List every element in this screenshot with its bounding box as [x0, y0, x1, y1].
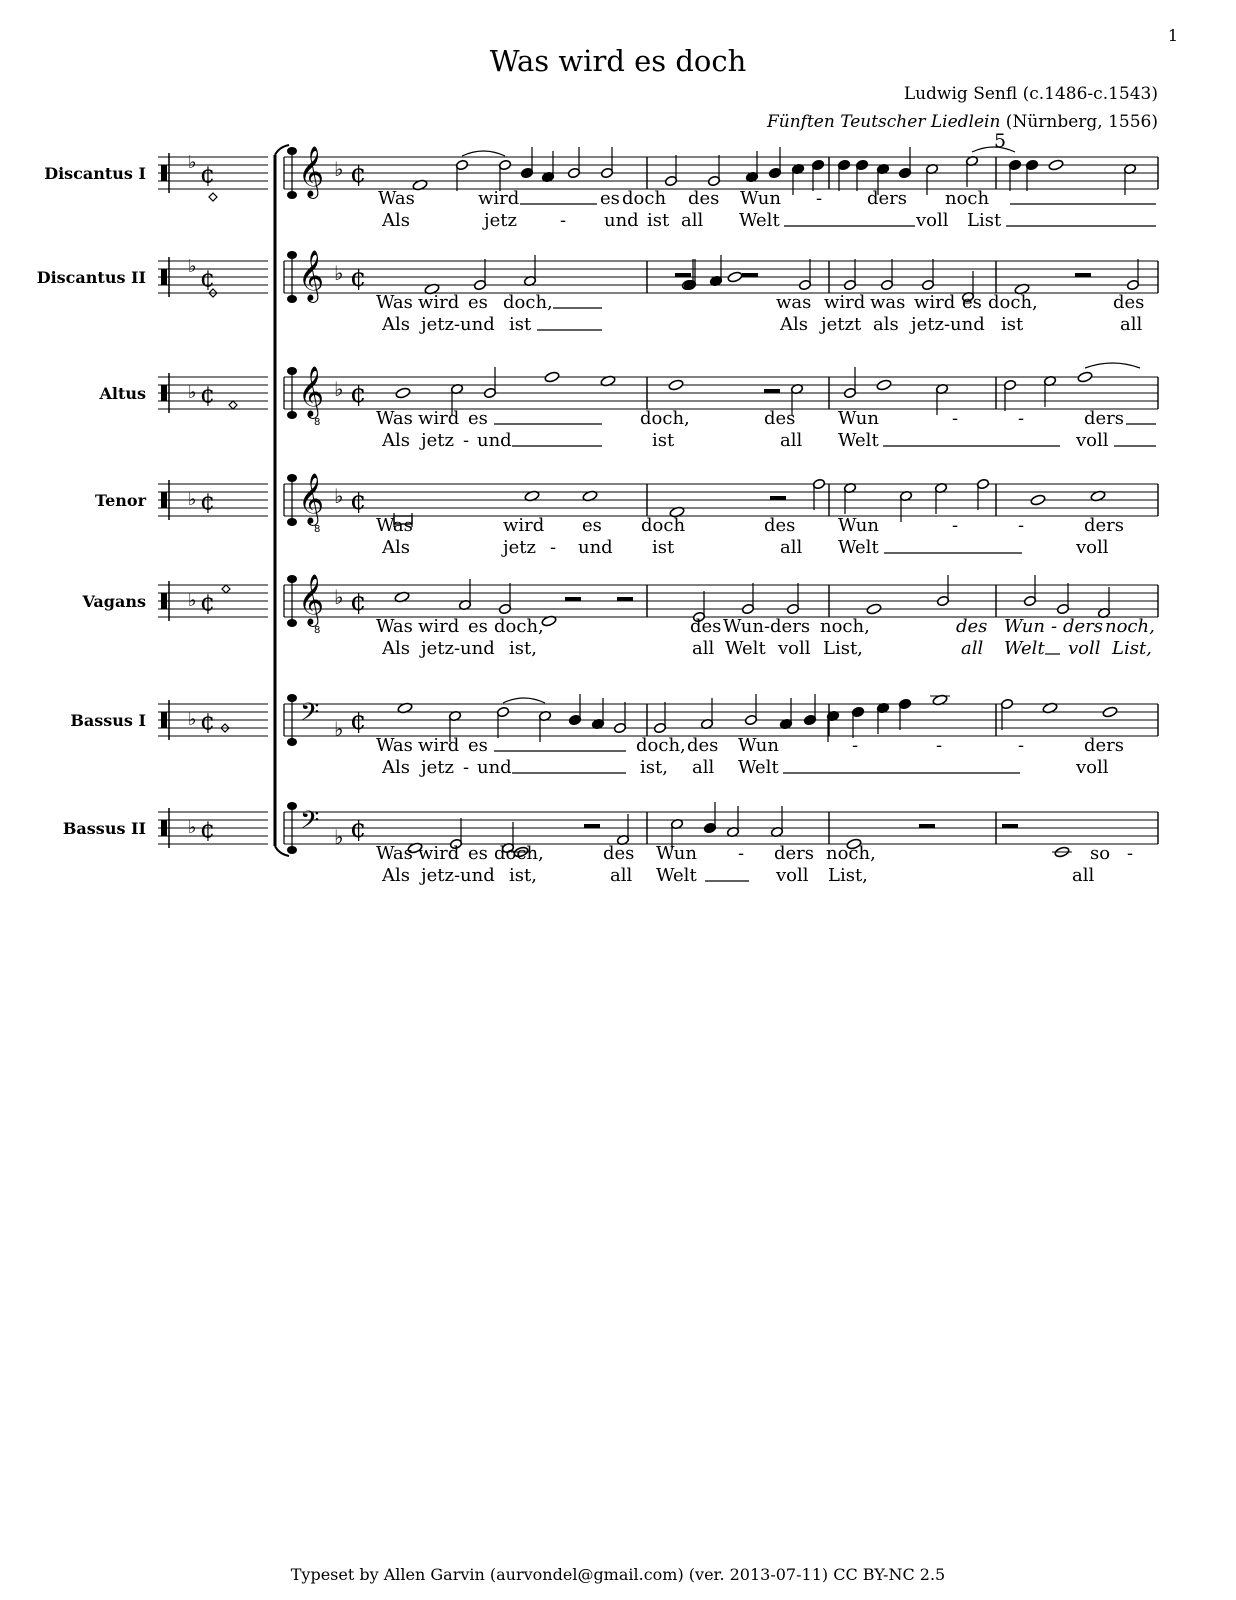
ambitus-top-note-altus [287, 367, 297, 375]
lyric-discantus-2-verse2: ist [509, 314, 532, 335]
voice-name-discantus-1: Discantus I [44, 164, 146, 183]
lyric-vagans-verse2: all [692, 638, 715, 659]
lyric-discantus-2-verse1: es [468, 292, 488, 313]
lyric-bassus-1-verse1: Wun [738, 735, 779, 756]
lyric-bassus-1-verse2: all [692, 757, 715, 778]
key-flat-bassus-1: ♭ [334, 717, 344, 741]
lyric-discantus-2-verse1: des [1113, 292, 1145, 313]
lyric-altus-verse1: doch, [640, 408, 690, 429]
lyric-vagans-verse2: List, [823, 638, 863, 659]
key-flat-tenor: ♭ [334, 484, 344, 509]
lyric-altus-verse1: - [952, 408, 959, 429]
lyric-tenor-verse1: - [1018, 515, 1025, 536]
lyric-discantus-2-verse2: all [1120, 314, 1143, 335]
incipit-cut-time-bassus-2: ¢ [200, 815, 216, 844]
lyric-bassus-1-verse1: - [1018, 735, 1025, 756]
whole-note-vagans [866, 603, 882, 615]
voice-name-altus: Altus [99, 384, 146, 403]
ambitus-top-note-discantus-1 [287, 147, 297, 155]
lyric-discantus-1-verse2: Welt [739, 210, 780, 231]
lyric-bassus-2-verse2: voll [776, 865, 809, 886]
note-tie [1085, 363, 1140, 368]
incipit-flat-vagans: ♭ [188, 589, 197, 611]
lyric-vagans-verse2: List, [1112, 638, 1152, 659]
lyric-altus-verse1: - [1018, 408, 1025, 429]
ambitus-top-note-tenor [287, 474, 297, 482]
lyric-bassus-1-verse2: jetz [421, 757, 454, 778]
lyric-altus-verse2: - [463, 430, 470, 451]
ambitus-top-note-bassus-1 [287, 694, 297, 702]
lyric-discantus-2-verse2: als [873, 314, 899, 335]
lyric-discantus-2-verse1: was [776, 292, 812, 313]
lyric-tenor-verse1: es [582, 515, 602, 536]
breve-rest-vagans [565, 597, 581, 601]
lyric-vagans-verse2: voll [778, 638, 811, 659]
incipit-flat-tenor: ♭ [188, 488, 197, 510]
treble-clef-altus: 𝄞 [298, 365, 325, 417]
ambitus-bottom-note-discantus-2 [287, 295, 297, 303]
lyric-bassus-1-verse2: - [463, 757, 470, 778]
bracket-top-hook [275, 145, 289, 155]
lyric-tenor-verse2: Welt [838, 537, 879, 558]
cut-time-bassus-2: ¢ [350, 813, 367, 844]
whole-note-altus [395, 387, 411, 399]
lyric-bassus-2-verse2: ist, [509, 865, 537, 886]
incipit-cut-time-vagans: ¢ [200, 588, 216, 617]
lyric-vagans-verse2: Welt [1004, 638, 1045, 659]
lyric-bassus-2-verse1: so [1090, 843, 1111, 864]
lyric-discantus-2-verse1: wird [824, 292, 866, 313]
breve-rest-discantus-2 [742, 273, 758, 277]
cut-time-vagans: ¢ [350, 586, 367, 617]
lyric-discantus-1-verse1: des [688, 188, 720, 209]
lyric-discantus-2-verse1: doch, [503, 292, 553, 313]
lyric-tenor-verse1: doch [641, 515, 686, 536]
ambitus-bottom-note-bassus-2 [287, 846, 297, 854]
lyric-bassus-2-verse1: wird [418, 843, 460, 864]
ambitus-bottom-note-tenor [287, 518, 297, 526]
lyric-vagans-verse1: Wun [1004, 616, 1045, 637]
octave-mark-altus: 8 [314, 417, 321, 428]
voice-name-bassus-2: Bassus II [62, 819, 146, 838]
lyric-bassus-1-verse2: Welt [738, 757, 779, 778]
lyric-discantus-2-verse1: wird [418, 292, 460, 313]
breve-rest-bassus-2 [1002, 824, 1018, 828]
lyric-tenor-verse1: wird [503, 515, 545, 536]
lyric-vagans-verse1: wird [418, 616, 460, 637]
whole-note-discantus-2 [727, 271, 743, 283]
lyric-discantus-2-verse2: Als [382, 314, 410, 335]
voice-name-vagans: Vagans [82, 592, 146, 611]
bass-clef-bassus-2: 𝄢 [300, 805, 320, 841]
breve-rest-bassus-2 [919, 824, 935, 828]
lyric-vagans-verse1: Wun-ders [723, 616, 811, 637]
composer-credit: Ludwig Senfl (c.1486-c.1543) [903, 84, 1158, 104]
lyric-tenor-verse2: jetz [503, 537, 536, 558]
lyric-altus-verse1: ders [1084, 408, 1125, 429]
lyric-altus-verse2: voll [1076, 430, 1109, 451]
ambitus-bottom-note-altus [287, 411, 297, 419]
lyric-altus-verse2: ist [652, 430, 675, 451]
whole-note-discantus-1 [1048, 159, 1064, 171]
score-title: Was wird es doch [489, 44, 747, 78]
lyric-vagans-verse1: noch, [1105, 616, 1155, 637]
incipit-clef-tenor [161, 492, 167, 508]
incipit-cut-time-altus: ¢ [200, 380, 216, 409]
lyric-altus-verse1: des [764, 408, 796, 429]
lyric-bassus-2-verse1: des [603, 843, 635, 864]
incipit-flat-altus: ♭ [188, 381, 197, 403]
lyric-discantus-1-verse2: ist [647, 210, 670, 231]
lyric-altus-verse1: es [468, 408, 488, 429]
lyric-bassus-1-verse1: - [936, 735, 943, 756]
octave-mark-vagans: 8 [314, 625, 321, 636]
incipit-note-discantus-1 [209, 193, 217, 201]
incipit-clef-discantus-2 [161, 269, 167, 285]
lyric-discantus-1-verse1: noch [945, 188, 990, 209]
ambitus-top-note-vagans [287, 575, 297, 583]
lyric-bassus-1-verse1: ders [1084, 735, 1125, 756]
lyric-bassus-1-verse1: - [852, 735, 859, 756]
lyric-bassus-1-verse1: es [468, 735, 488, 756]
lyric-vagans-verse1: doch, [494, 616, 544, 637]
lyric-vagans-verse2: all [961, 638, 984, 659]
lyric-bassus-2-verse2: List, [828, 865, 868, 886]
lyric-bassus-2-verse1: - [1127, 843, 1134, 864]
lyric-bassus-2-verse1: - [738, 843, 745, 864]
note-tie [972, 147, 1015, 152]
lyric-discantus-2-verse2: jetzt [821, 314, 862, 335]
lyric-tenor-verse2: und [578, 537, 613, 558]
key-flat-discantus-2: ♭ [334, 261, 344, 286]
lyric-discantus-1-verse1: wird [478, 188, 520, 209]
incipit-cut-time-bassus-1: ¢ [200, 707, 216, 736]
lyric-vagans-verse2: Welt [725, 638, 766, 659]
lyric-bassus-1-verse1: doch, [636, 735, 686, 756]
lyric-discantus-2-verse1: es [962, 292, 982, 313]
lyric-tenor-verse2: all [780, 537, 803, 558]
incipit-note-altus [229, 401, 237, 409]
whole-note-altus [876, 379, 892, 391]
incipit-flat-bassus-2: ♭ [188, 816, 197, 838]
treble-clef-tenor: 𝄞 [298, 472, 325, 524]
ambitus-top-note-bassus-2 [287, 802, 297, 810]
cut-time-tenor: ¢ [350, 485, 367, 516]
lyric-altus-verse2: jetz [421, 430, 454, 451]
lyric-bassus-2-verse2: all [1072, 865, 1095, 886]
lyric-discantus-1-verse1: - [816, 188, 823, 209]
lyric-discantus-1-verse2: - [560, 210, 567, 231]
lyric-tenor-verse2: Als [382, 537, 410, 558]
lyric-tenor-verse1: ders [1084, 515, 1125, 536]
ambitus-bottom-note-discantus-1 [287, 191, 297, 199]
lyric-vagans-verse1: ders [1063, 616, 1104, 637]
breve-rest-tenor [770, 496, 786, 500]
lyric-vagans-verse1: noch, [820, 616, 870, 637]
lyric-tenor-verse1: Wun [838, 515, 879, 536]
lyric-vagans-verse1: es [468, 616, 488, 637]
lyric-bassus-1-verse1: des [687, 735, 719, 756]
lyric-discantus-2-verse1: was [870, 292, 906, 313]
lyric-vagans-verse2: voll [1068, 638, 1101, 659]
lyric-bassus-2-verse2: Als [382, 865, 410, 886]
key-flat-bassus-2: ♭ [334, 825, 344, 849]
key-flat-altus: ♭ [334, 377, 344, 402]
whole-note-altus [1077, 371, 1093, 383]
breve-rest-vagans [617, 597, 633, 601]
incipit-cut-time-tenor: ¢ [200, 487, 216, 516]
lyric-discantus-1-verse1: Was [378, 188, 415, 209]
lyric-discantus-2-verse2: jetz-und [911, 314, 985, 335]
treble-clef-discantus-1: 𝄞 [298, 145, 325, 197]
lyric-bassus-1-verse2: voll [1076, 757, 1109, 778]
ambitus-bottom-note-vagans [287, 619, 297, 627]
lyric-bassus-2-verse1: Wun [656, 843, 697, 864]
lyric-discantus-1-verse1: es [600, 188, 620, 209]
lyric-discantus-2-verse1: Was [376, 292, 413, 313]
lyric-vagans-verse2: Als [382, 638, 410, 659]
whole-note-altus [544, 371, 560, 383]
bracket-bottom-hook [275, 846, 289, 856]
treble-clef-discantus-2: 𝄞 [298, 249, 325, 301]
lyric-altus-verse2: all [780, 430, 803, 451]
lyric-bassus-1-verse2: und [477, 757, 512, 778]
lyric-bassus-2-verse2: jetz-und [421, 865, 495, 886]
note-tie [503, 698, 545, 703]
voice-name-discantus-2: Discantus II [36, 268, 146, 287]
lyric-discantus-2-verse1: doch, [988, 292, 1038, 313]
lyric-discantus-1-verse1: ders [867, 188, 908, 209]
lyric-tenor-verse2: voll [1076, 537, 1109, 558]
incipit-clef-bassus-2 [161, 820, 167, 836]
lyric-discantus-2-verse1: wird [914, 292, 956, 313]
source-title: Fünften Teutscher Liedlein [766, 112, 1001, 132]
lyric-bassus-2-verse1: ders [774, 843, 815, 864]
lyric-discantus-1-verse2: all [681, 210, 704, 231]
lyric-discantus-1-verse2: und [604, 210, 639, 231]
incipit-clef-discantus-1 [161, 165, 167, 181]
lyric-vagans-verse1: des [956, 616, 988, 637]
lyric-tenor-verse1: des [764, 515, 796, 536]
lyric-bassus-1-verse2: ist, [640, 757, 668, 778]
lyric-vagans-verse1: Was [376, 616, 413, 637]
lyric-altus-verse2: Welt [838, 430, 879, 451]
lyric-bassus-2-verse1: Was [376, 843, 413, 864]
lyric-discantus-1-verse2: voll [916, 210, 949, 231]
lyric-vagans-verse2: jetz-und [421, 638, 495, 659]
lyric-discantus-1-verse2: jetz [484, 210, 517, 231]
ambitus-top-note-discantus-2 [287, 251, 297, 259]
cut-time-bassus-1: ¢ [350, 705, 367, 736]
treble-clef-vagans: 𝄞 [298, 573, 325, 625]
lyric-altus-verse1: wird [418, 408, 460, 429]
note-tie [462, 151, 505, 156]
lyric-bassus-2-verse1: doch, [494, 843, 544, 864]
lyric-bassus-2-verse2: all [610, 865, 633, 886]
lyric-bassus-1-verse2: Als [382, 757, 410, 778]
incipit-note-vagans [222, 585, 230, 593]
lyric-discantus-2-verse2: ist [1001, 314, 1024, 335]
lyric-altus-verse1: Was [376, 408, 413, 429]
source-place-date: (Nürnberg, 1556) [1000, 112, 1158, 132]
lyric-altus-verse1: Wun [838, 408, 879, 429]
cut-time-discantus-1: ¢ [350, 158, 367, 189]
lyric-discantus-1-verse2: List [967, 210, 1002, 231]
page-number: 1 [1167, 26, 1178, 45]
lyric-discantus-1-verse1: doch [622, 188, 667, 209]
lyric-bassus-2-verse1: es [468, 843, 488, 864]
lyric-discantus-1-verse2: Als [382, 210, 410, 231]
incipit-flat-bassus-1: ♭ [188, 708, 197, 730]
bass-clef-bassus-1: 𝄢 [300, 697, 320, 733]
breve-rest-bassus-2 [584, 824, 600, 828]
whole-note-tenor [1030, 494, 1046, 506]
key-flat-vagans: ♭ [334, 585, 344, 610]
whole-note-altus [668, 379, 684, 391]
lyric-tenor-verse1: Was [376, 515, 413, 536]
cut-time-altus: ¢ [350, 378, 367, 409]
lyric-discantus-1-verse1: Wun [740, 188, 781, 209]
lyric-bassus-1-verse1: Was [376, 735, 413, 756]
breve-rest-discantus-2 [675, 273, 691, 277]
voice-name-tenor: Tenor [95, 491, 146, 510]
measure-number: 5 [994, 130, 1007, 152]
lyric-discantus-2-verse2: jetz-und [421, 314, 495, 335]
breve-rest-altus [764, 389, 780, 393]
incipit-clef-altus [161, 385, 167, 401]
incipit-cut-time-discantus-2: ¢ [200, 264, 216, 293]
key-flat-discantus-1: ♭ [334, 157, 344, 182]
lyric-vagans-verse2: ist, [509, 638, 537, 659]
ambitus-bottom-note-bassus-1 [287, 738, 297, 746]
octave-mark-tenor: 8 [314, 524, 321, 535]
incipit-flat-discantus-2: ♭ [188, 256, 197, 278]
breve-rest-discantus-2 [1075, 273, 1091, 277]
typesetter-credit: Typeset by Allen Garvin (aurvondel@gmail.com) (ver. 2013-07-11) CC BY-NC 2.5 [290, 1565, 946, 1584]
lyric-tenor-verse1: - [952, 515, 959, 536]
lyric-bassus-2-verse1: noch, [826, 843, 876, 864]
voice-name-bassus-1: Bassus I [70, 711, 146, 730]
lyric-discantus-2-verse2: Als [780, 314, 808, 335]
lyric-altus-verse2: und [477, 430, 512, 451]
lyric-altus-verse2: Als [382, 430, 410, 451]
incipit-flat-discantus-1: ♭ [188, 152, 197, 174]
lyric-vagans-verse1: des [690, 616, 722, 637]
lyric-tenor-verse2: - [550, 537, 557, 558]
lyric-vagans-verse1: - [1051, 616, 1058, 637]
lyric-tenor-verse2: ist [652, 537, 675, 558]
lyric-bassus-2-verse2: Welt [656, 865, 697, 886]
lyric-bassus-1-verse1: wird [418, 735, 460, 756]
cut-time-discantus-2: ¢ [350, 262, 367, 293]
incipit-clef-bassus-1 [161, 712, 167, 728]
incipit-clef-vagans [161, 593, 167, 609]
incipit-cut-time-discantus-1: ¢ [200, 160, 216, 189]
whole-note-bassus-1 [1102, 706, 1118, 718]
